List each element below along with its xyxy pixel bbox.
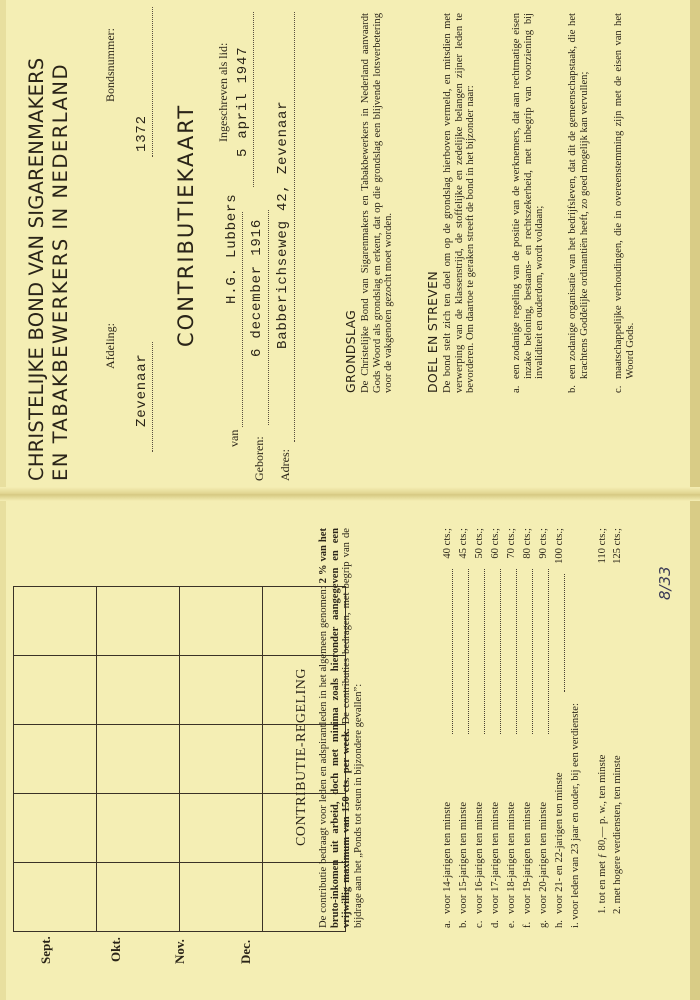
grondslag-text: De Christelijke Bond van Sigarenmakers en Tabakbewerkers in Nederland aanvaardt Gods Woord als grondslag en erkent, dat op die grondslag een blijvende lotsverbetering voor de vakgenoten gezocht moet worden. <box>360 13 395 393</box>
rate-text: voor 18-jarigen ten minste <box>506 801 517 914</box>
rate-row <box>522 528 533 928</box>
rate-amount: 90 cts.; <box>538 528 549 559</box>
adres-dotted-line <box>294 12 295 442</box>
rate-mark: f. <box>522 921 533 928</box>
geboren-dotted-line <box>268 210 269 425</box>
grid-row <box>14 587 97 932</box>
ingeschreven-value: 5 april 1947 <box>235 46 251 157</box>
rate-row <box>442 528 453 928</box>
stamp-cell[interactable] <box>97 725 180 794</box>
adres-value: Babberichseweg 42, Zevenaar <box>275 100 291 349</box>
intro-tail: De contributies bedragen, met begrip van de bijdrage aan het „Ponds tot steun in bijzondere gevallen”: <box>341 528 364 928</box>
rate-mark: g. <box>538 920 549 928</box>
rate-text: voor 16-jarigen ten minste <box>474 801 485 914</box>
rate-amount: 45 cts.; <box>458 528 469 559</box>
rate-dots <box>532 569 533 734</box>
month-label-dec: Dec. <box>238 939 253 964</box>
rate-amount: 40 cts.; <box>442 528 453 559</box>
doel-intro: De bond stelt zich ten doel om op de grondslag hierboven vermeld, en mitsdien met verwerping van de klassenstrijd, de stoffelijke en zedelijke belangen zijner leden te bevorderen. Om daartoe te geraken streeft de bond in het bijzonder naar: <box>442 13 477 393</box>
van-label: van <box>227 429 241 447</box>
geboren-value: 6 december 1916 <box>249 218 265 357</box>
doel-item-mark: c. <box>613 385 624 393</box>
rate-row <box>490 528 501 928</box>
stamp-cell[interactable] <box>14 725 97 794</box>
adres-label: Adres: <box>278 449 292 481</box>
rate-text: voor 20-jarigen ten minste <box>538 801 549 914</box>
rate-text: voor 21- en 22-jarigen ten minste <box>554 772 565 914</box>
rate-text: voor 15-jarigen ten minste <box>458 801 469 914</box>
rate-dots <box>564 574 565 692</box>
rate-row-i: i. voor leden van 23 jaar en ouder, bij een verdienste: <box>570 703 581 928</box>
regeling-title: CONTRIBUTIE-REGELING <box>294 668 309 846</box>
rate-dots <box>484 569 485 734</box>
rate-amount: 100 cts.; <box>554 528 565 564</box>
stamp-cell[interactable] <box>97 863 180 932</box>
rate-amount: 70 cts.; <box>506 528 517 559</box>
rate-mark: d. <box>490 920 501 928</box>
union-title-line2: EN TABAKBEWERKERS IN NEDERLAND <box>49 62 72 481</box>
rate-mark: c. <box>474 920 485 928</box>
contribution-rules-panel <box>0 501 700 1000</box>
rate-dots <box>516 569 517 734</box>
rate-dots <box>452 569 453 734</box>
doel-heading: DOEL EN STREVEN <box>425 271 440 393</box>
intro-bold: 2 % van het bruto-inkomen uit arbeid, doch met minima zoals hieronder aangegeven en een vrijwillig maximum van 150 cts. per week. <box>318 528 353 928</box>
regeling-intro <box>318 528 364 928</box>
stamp-cell[interactable] <box>14 863 97 932</box>
income-amount: 125 cts.; <box>612 528 623 564</box>
stamp-cell[interactable] <box>180 656 263 725</box>
doel-item-text: maatschappelijke verhoudingen, die in overeenstemming zijn met de eisen van het Woord Gods. <box>613 13 636 379</box>
stamp-cell[interactable] <box>97 656 180 725</box>
month-label-nov: Nov. <box>172 939 187 964</box>
rate-amount: 50 cts.; <box>474 528 485 559</box>
stamp-cell[interactable] <box>180 725 263 794</box>
rate-dots <box>500 569 501 734</box>
intro-plain: De contributie bedraagt voor leden en adspirantleden in het algemeen genomen: <box>318 586 329 928</box>
union-title-line1: CHRISTELIJKE BOND VAN SIGARENMAKERS <box>25 57 48 481</box>
month-label-okt: Okt. <box>108 937 123 962</box>
afdeling-value: Zevenaar <box>134 353 150 427</box>
rate-mark: a. <box>442 920 453 928</box>
grondslag-heading: GRONDSLAG <box>343 309 358 393</box>
stamp-cell[interactable] <box>180 863 263 932</box>
doel-item-text: een zodanige regeling van de positie van de werknemers, dat aan rechtmatige eisen inzake beloning, bestaans- en rechtszekerheid, met inbegrip van voorziening bij invaliditeit en ouderdom, wordt voldaan; <box>511 13 546 379</box>
geboren-label: Geboren: <box>252 436 266 481</box>
rate-text: voor 17-jarigen ten minste <box>490 801 501 914</box>
doel-item-text: een zodanige organisatie van het bedrijfsleven, dat dit de gemeenschapstaak, die het krachtens Godđelijke ordinantiën heeft, zo goed mogelijk kan vervullen; <box>567 13 590 379</box>
rate-row <box>554 528 565 928</box>
month-label-sept: Sept. <box>38 936 53 964</box>
afdeling-label: Afdeling: <box>103 323 117 369</box>
bondsnummer-value: 1372 <box>134 115 150 152</box>
grid-row <box>180 587 263 932</box>
stamp-cell[interactable] <box>14 656 97 725</box>
rate-row <box>458 528 469 928</box>
bondsnummer-label: Bondsnummer: <box>103 28 117 102</box>
van-dotted-line <box>242 212 243 427</box>
doel-item-mark: b. <box>567 385 578 393</box>
rate-amount: 60 cts.; <box>490 528 501 559</box>
fold-line <box>0 487 700 501</box>
bondsnummer-dotted-line <box>152 7 153 157</box>
rate-text: voor 19-jarigen ten minste <box>522 801 533 914</box>
rate-row <box>474 528 485 928</box>
rate-dots <box>468 569 469 734</box>
income-text: 1. tot en met ƒ 80,— p. w., ten minste <box>597 754 608 914</box>
rate-dots <box>548 569 549 734</box>
stamp-cell[interactable] <box>97 794 180 863</box>
income-amount: 110 cts.; <box>597 528 608 564</box>
handwritten-note: 8/33 <box>656 566 674 600</box>
van-value: H.G. Lubbers <box>224 193 240 304</box>
ingeschreven-label: Ingeschreven als lid: <box>216 42 230 142</box>
rate-mark: b. <box>458 920 469 928</box>
stamp-cell[interactable] <box>180 587 263 656</box>
rate-amount: 80 cts.; <box>522 528 533 559</box>
stamp-cell[interactable] <box>180 794 263 863</box>
rate-mark: h. <box>554 920 565 928</box>
rate-text: voor 14-jarigen ten minste <box>442 801 453 914</box>
membership-card-panel <box>0 0 700 487</box>
stamp-cell[interactable] <box>97 587 180 656</box>
ingeschreven-dotted-line <box>253 12 254 187</box>
grid-row <box>97 587 180 932</box>
afdeling-dotted-line <box>152 342 153 452</box>
stamp-cell[interactable] <box>14 794 97 863</box>
stamp-cell[interactable] <box>14 587 97 656</box>
rate-row <box>506 528 517 928</box>
card-heading: CONTRIBUTIEKAART <box>174 103 198 347</box>
rate-row <box>538 528 549 928</box>
rate-mark: e. <box>506 920 517 928</box>
doel-item-mark: a. <box>511 385 522 393</box>
income-text: 2. met hogere verdiensten, ten minste <box>612 755 623 914</box>
